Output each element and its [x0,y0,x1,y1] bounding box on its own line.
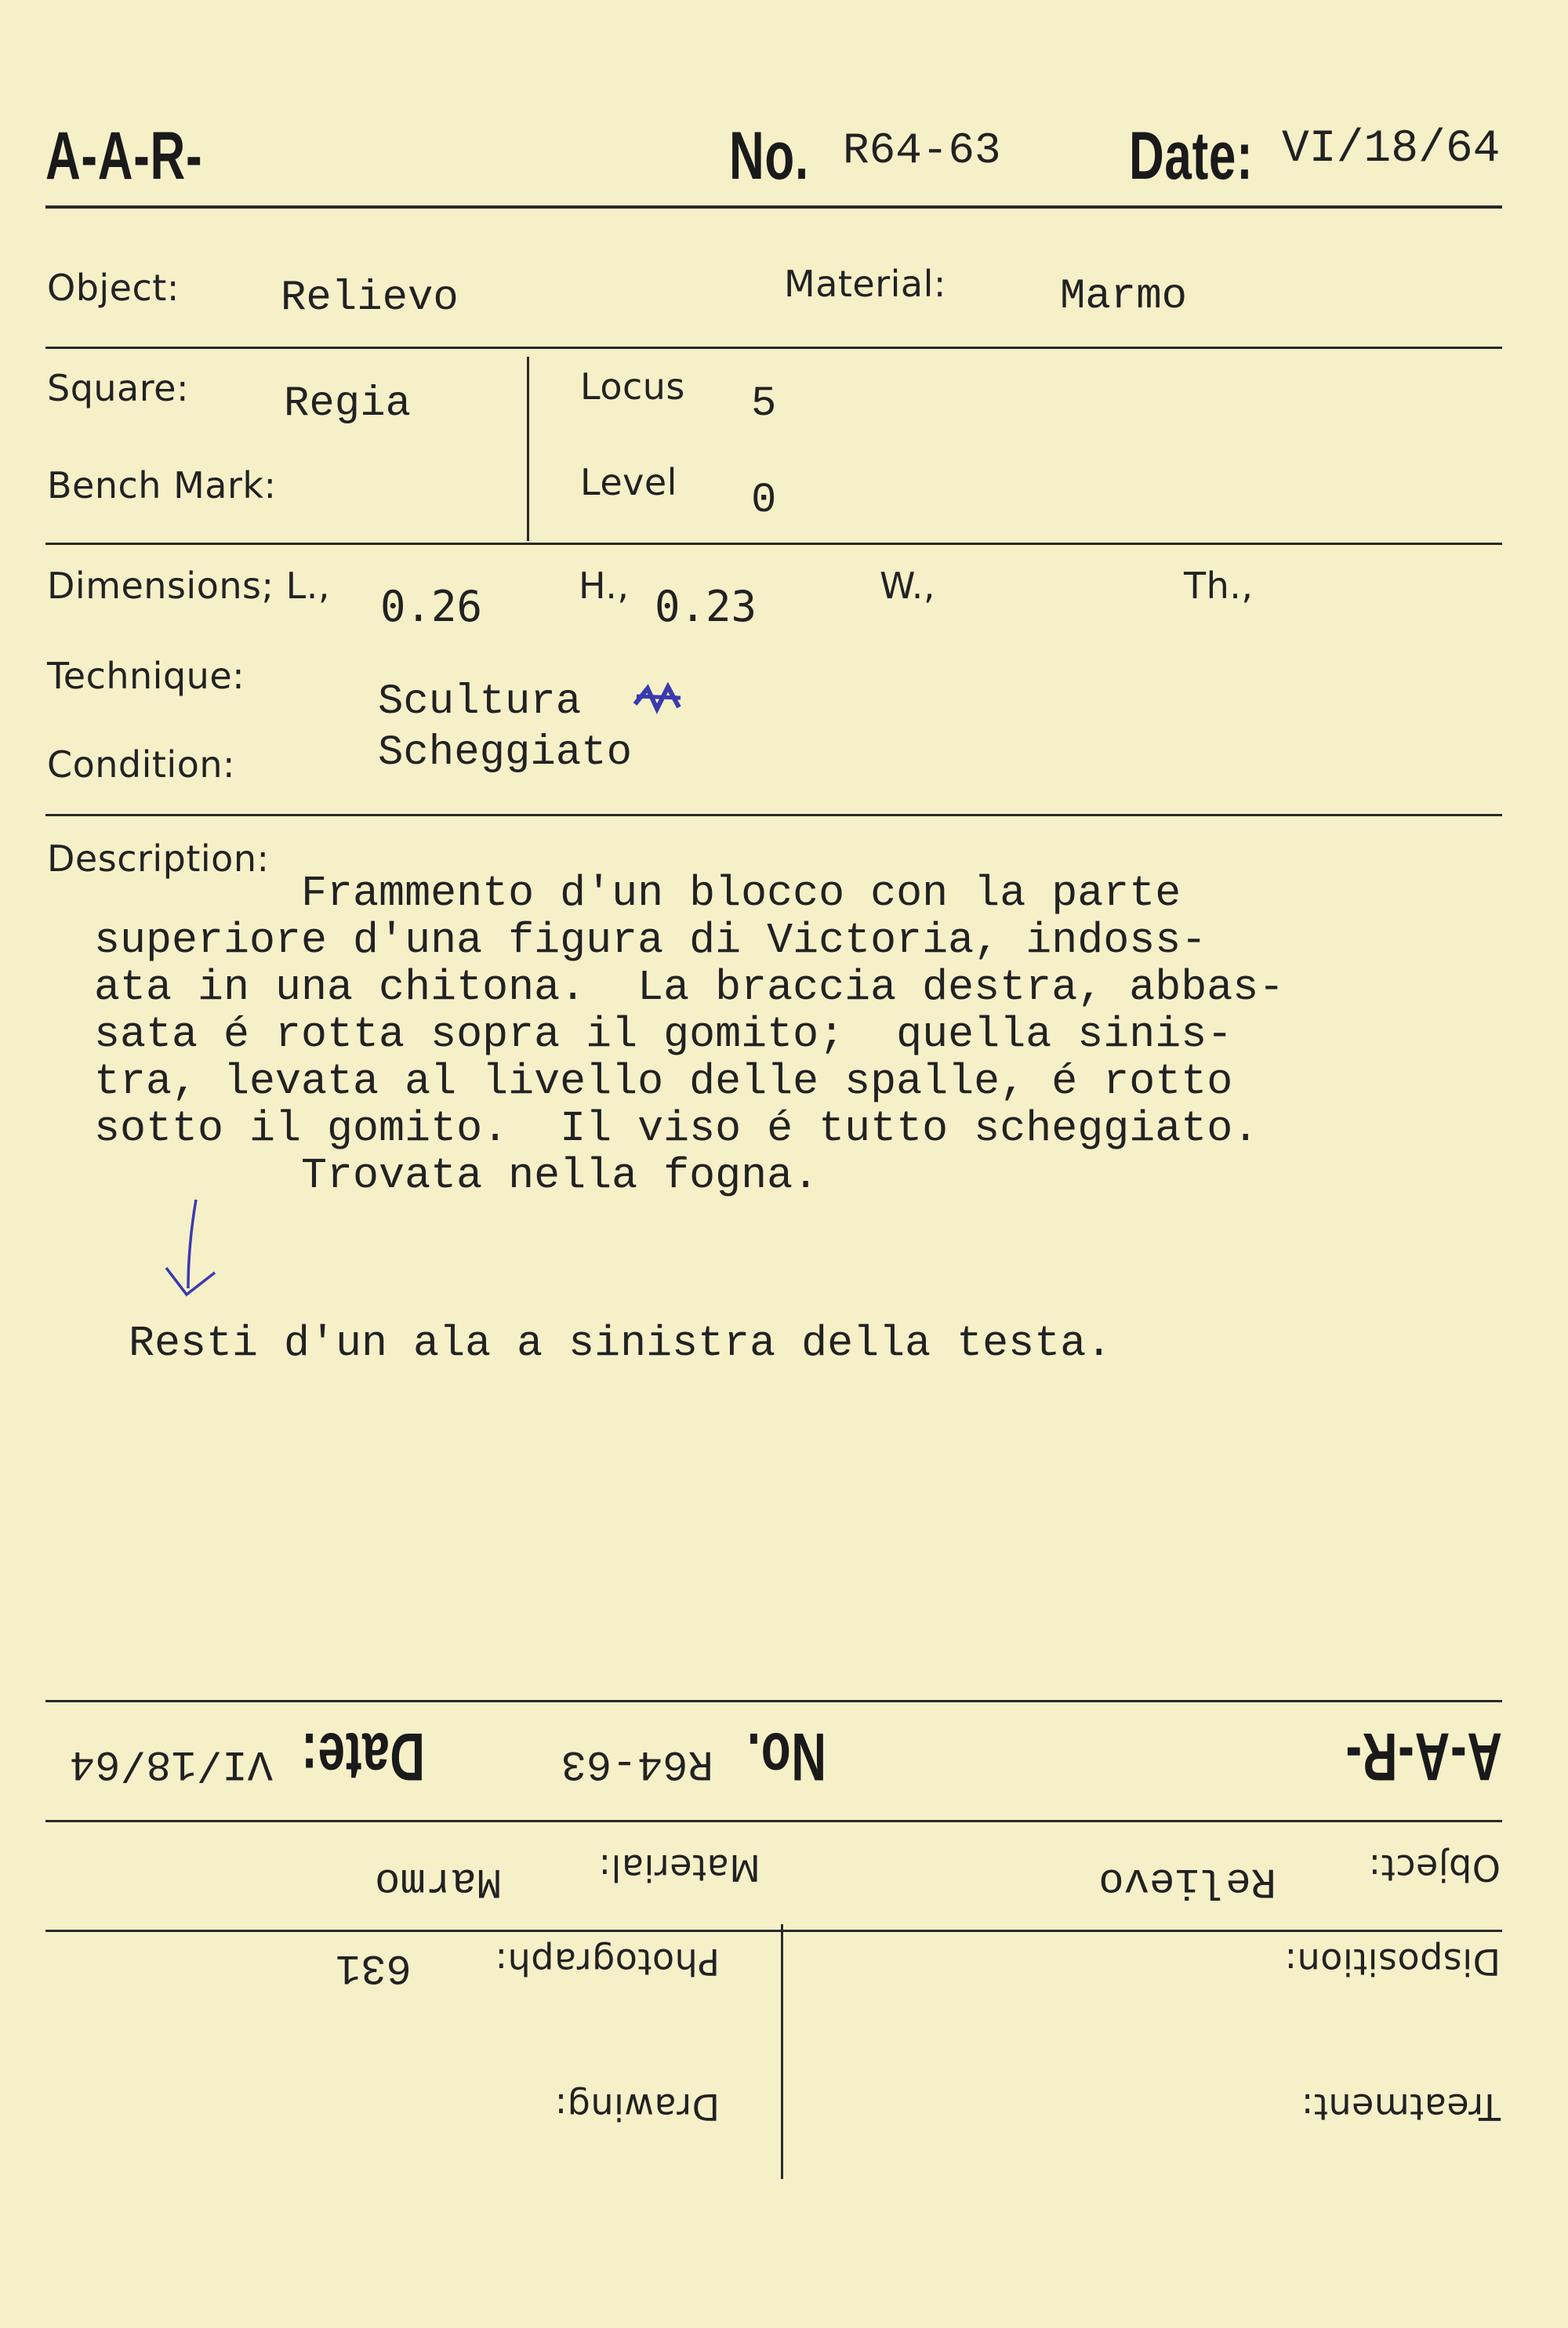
dimension-l-value: 0.26 [380,582,483,631]
lower-date-label: Date: [300,1719,425,1794]
lower-material-label: Material: [598,1847,760,1889]
lower-rule-2 [45,1930,1502,1932]
photograph-label: Photograph: [495,1941,720,1983]
disposition-label: Disposition: [1284,1941,1501,1983]
lower-number-value: R64-63 [561,1739,713,1787]
ink-correction-mark [632,681,685,718]
technique-value: Scultura [378,678,582,726]
level-label: Level [580,461,677,503]
material-label: Material: [784,263,946,305]
dimension-th-label: Th., [1184,565,1254,607]
material-value: Marmo [1060,273,1188,321]
level-value: 0 [751,477,777,525]
rule-header [45,205,1502,209]
locus-value: 5 [751,380,777,428]
lower-rule-1 [45,1820,1502,1822]
vertical-divider [527,357,529,541]
lower-org-code: A-A-R- [1345,1719,1502,1794]
locus-label: Locus [580,365,685,408]
date-label: Date: [1129,118,1254,194]
org-code: A-A-R- [45,118,203,194]
condition-label: Condition: [47,743,236,786]
condition-value: Scheggiato [378,729,633,777]
treatment-label: Treatment: [1301,2086,1501,2128]
object-value: Relievo [281,274,459,322]
lower-number-label: No. [746,1719,826,1794]
lower-material-value: Marmo [374,1857,502,1905]
description-label: Description: [47,837,270,880]
lower-object-value: Relievo [1098,1857,1276,1905]
lower-vertical-divider [781,1924,783,2179]
inverted-section [0,1694,1568,2328]
rule-condition [45,814,1502,816]
bench-mark-label: Bench Mark: [47,464,277,507]
number-value: R64-63 [843,125,1001,176]
photograph-value: 631 [335,1943,412,1991]
arrow-icon [157,1196,227,1302]
square-value: Regia [284,380,412,428]
object-label: Object: [47,267,180,309]
number-label: No. [729,118,809,194]
description-note: Resti d'un ala a sinistra della testa. [129,1319,1112,1368]
date-value: VI/18/64 [1282,124,1501,175]
description-text: Frammento d'un blocco con la parte superiore d'una figura di Victoria, indoss- ata in una chitona. La braccia destra, abbas- sata é rotta sopra il gomito; quella sinis- tra, levata al livello delle spalle, é rotto sotto il gomito. Il viso é tutto scheggiato. Trovata nella fogna. [94,869,1285,1200]
square-label: Square: [47,367,189,409]
lower-date-value: VI/18/64 [69,1739,273,1787]
lower-object-label: Object: [1368,1847,1501,1889]
rule-square [45,543,1502,545]
dimension-h-value: 0.23 [655,582,757,631]
technique-label: Technique: [47,655,245,697]
drawing-label: Drawing: [554,2086,720,2128]
dimension-w-label: W., [880,565,935,607]
dimensions-label: Dimensions; L., [47,565,330,607]
dimension-h-label: H., [579,565,630,607]
rule-object [45,347,1502,349]
